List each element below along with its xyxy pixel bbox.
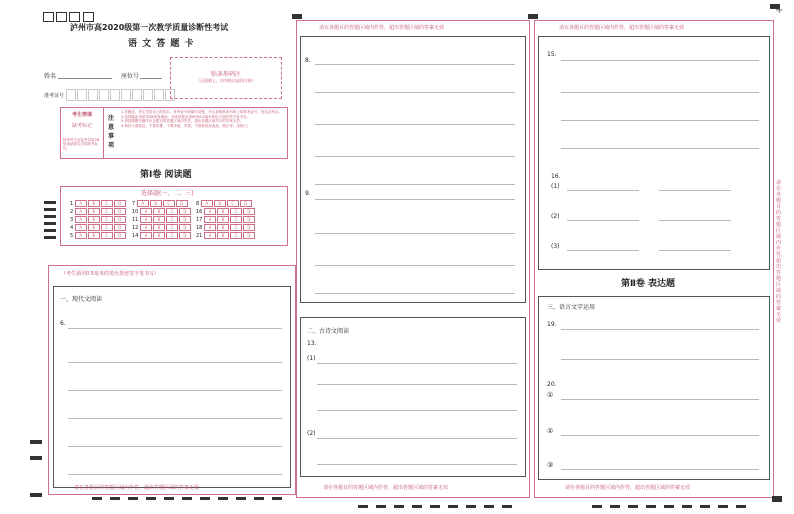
- absent-sub: 缺考标记: [71, 123, 92, 129]
- part-label: 三、语言文字运用: [547, 304, 596, 311]
- mcq-number: 7: [132, 201, 136, 207]
- question-number: 20.: [547, 381, 557, 388]
- answer-hint: （考生须用0.5毫米的黑色墨迹签字笔书写）: [61, 271, 159, 277]
- mcq-option[interactable]: C: [230, 216, 242, 223]
- answer-line[interactable]: [317, 464, 517, 465]
- mcq-number: 21: [196, 233, 203, 239]
- mcq-option[interactable]: B: [88, 216, 100, 223]
- mcq-number: 12: [132, 225, 139, 231]
- mcq-number: 10: [132, 209, 139, 215]
- question-number: 19.: [547, 321, 557, 328]
- answer-line[interactable]: [561, 469, 759, 470]
- timing-mark: [44, 236, 56, 239]
- answer-line[interactable]: [68, 328, 282, 329]
- section1-title: 第Ⅰ卷 阅读题: [140, 170, 192, 180]
- mcq-option[interactable]: A: [201, 200, 213, 207]
- timing-mark: [646, 505, 656, 508]
- absent-note: 缺考考生由监考员用2B铅笔填涂右边的缺考标记。: [63, 138, 100, 150]
- timing-mark: [254, 497, 264, 500]
- mcq-question[interactable]: [132, 200, 189, 207]
- mcq-option[interactable]: D: [243, 216, 255, 223]
- answer-line[interactable]: [315, 265, 515, 266]
- sub-question: (2): [307, 430, 316, 437]
- absent-title: 考生禁填: [71, 112, 92, 118]
- answer-line[interactable]: [561, 92, 759, 93]
- mcq-option[interactable]: A: [75, 200, 87, 207]
- mcq-question[interactable]: [70, 232, 127, 239]
- timing-mark: [592, 505, 602, 508]
- timing-mark: [610, 505, 620, 508]
- inner-answer-box: [53, 286, 291, 488]
- timing-mark: [448, 505, 458, 508]
- mcq-option[interactable]: D: [114, 216, 126, 223]
- notice-line: 2.选择题必须使用2B铅笔填涂；非选择题必须使用0.5毫米黑色字迹的签字笔书写。: [121, 114, 251, 119]
- answer-box-15-16: [538, 36, 770, 270]
- mcq-option[interactable]: D: [243, 224, 255, 231]
- mcq-option[interactable]: C: [101, 208, 113, 215]
- mcq-option[interactable]: B: [217, 216, 229, 223]
- mcq-option[interactable]: B: [214, 200, 226, 207]
- answer-line[interactable]: [561, 60, 759, 61]
- timing-mark: [182, 497, 192, 500]
- ticket-label: 准考证号: [44, 93, 65, 99]
- notice-line: 4.保持卡面清洁，不要折叠、不要弄破、弄皱，不准使用涂改液、修正带、刮纸刀。: [121, 123, 251, 128]
- mcq-number: 16: [196, 209, 203, 215]
- corner-mark: [43, 12, 54, 22]
- mcq-question[interactable]: [132, 232, 192, 239]
- timing-mark: [272, 497, 282, 500]
- mcq-number: 11: [132, 217, 139, 223]
- mcq-option[interactable]: B: [88, 200, 100, 207]
- mcq-option[interactable]: B: [88, 224, 100, 231]
- mcq-option[interactable]: A: [137, 200, 149, 207]
- mcq-option[interactable]: B: [217, 232, 229, 239]
- notice-line: 3.请按照题号顺序在各题目的答题区域内作答，超出答题区域书写的答案无效。: [121, 119, 244, 123]
- timing-mark: [236, 497, 246, 500]
- question-number: 16.: [551, 173, 561, 180]
- seat-field[interactable]: [140, 78, 162, 79]
- question-number: 15.: [547, 51, 557, 58]
- sub-question: ③: [547, 461, 554, 469]
- notice-line: 1.答题前，考生先将自己的姓名、准考证号码填写清楚，并认真核准条形码上的准考证号、姓名及科目。: [121, 110, 282, 114]
- mcq-option[interactable]: C: [101, 232, 113, 239]
- timing-mark: [30, 440, 42, 444]
- mcq-option[interactable]: B: [153, 208, 165, 215]
- timing-mark: [502, 505, 512, 508]
- question-number: 13.: [307, 340, 317, 347]
- warning-header: 请在各题目的答题区域内作答，超出答题区域的答案无效: [319, 25, 445, 31]
- sub-question: ①: [547, 391, 554, 399]
- timing-mark: [30, 456, 42, 460]
- answer-box-8-9: [300, 36, 526, 303]
- mcq-option[interactable]: D: [179, 224, 191, 231]
- notice-side-label: 注意事项: [108, 115, 115, 149]
- notice-box: [60, 107, 288, 159]
- sub-question: (1): [551, 183, 560, 190]
- timing-mark: [772, 496, 782, 502]
- barcode-area: [170, 57, 282, 99]
- mcq-option[interactable]: D: [114, 200, 126, 207]
- mcq-option[interactable]: D: [243, 232, 255, 239]
- mcq-question[interactable]: [196, 208, 256, 215]
- timing-mark: [164, 497, 174, 500]
- answer-line[interactable]: [68, 362, 282, 363]
- mcq-option[interactable]: A: [140, 216, 152, 223]
- corner-mark: [83, 12, 94, 22]
- ticket-grid[interactable]: [66, 86, 176, 105]
- corner-mark: [56, 12, 67, 22]
- timing-mark: [718, 505, 728, 508]
- part-label: 一、现代文阅读: [60, 296, 103, 303]
- mcq-option[interactable]: C: [166, 232, 178, 239]
- mcq-question[interactable]: [70, 200, 127, 207]
- answer-line[interactable]: [567, 250, 639, 251]
- mcq-number: 1: [70, 201, 74, 207]
- timing-mark: [412, 505, 422, 508]
- answer-line[interactable]: [317, 410, 517, 411]
- timing-mark: [92, 497, 102, 500]
- mcq-number: 3: [70, 217, 74, 223]
- mcq-option[interactable]: C: [230, 232, 242, 239]
- mcq-option[interactable]: B: [153, 232, 165, 239]
- answer-line[interactable]: [317, 438, 517, 439]
- timing-mark: [146, 497, 156, 500]
- top-timing-mark: [528, 14, 538, 19]
- sub-question: (3): [551, 243, 560, 250]
- timing-mark: [682, 505, 692, 508]
- answer-line[interactable]: [561, 148, 759, 149]
- mcq-option[interactable]: D: [179, 216, 191, 223]
- mcq-question[interactable]: [132, 216, 192, 223]
- timing-mark: [736, 505, 746, 508]
- mcq-number: 2: [70, 209, 74, 215]
- warning-footer: 请在各题目的答题区域内作答，超出答题区域的答案无效: [74, 485, 200, 491]
- mcq-option[interactable]: C: [101, 200, 113, 207]
- mcq-question[interactable]: [132, 224, 192, 231]
- answer-line[interactable]: [561, 435, 759, 436]
- mcq-option[interactable]: A: [204, 224, 216, 231]
- timing-mark: [430, 505, 440, 508]
- mcq-option[interactable]: D: [114, 232, 126, 239]
- seat-label: 座位号: [121, 73, 140, 80]
- timing-mark: [128, 497, 138, 500]
- mcq-option[interactable]: A: [75, 208, 87, 215]
- mcq-number: 8: [196, 201, 200, 207]
- timing-mark: [484, 505, 494, 508]
- timing-mark: [466, 505, 476, 508]
- mcq-option[interactable]: A: [140, 232, 152, 239]
- answer-line[interactable]: [315, 156, 515, 157]
- answer-box-13: [300, 317, 526, 477]
- answer-line[interactable]: [315, 199, 515, 200]
- answer-line[interactable]: [659, 190, 731, 191]
- answer-line[interactable]: [561, 329, 759, 330]
- timing-mark: [30, 493, 42, 497]
- mcq-option[interactable]: C: [101, 224, 113, 231]
- mcq-number: 5: [70, 233, 74, 239]
- answer-line[interactable]: [561, 399, 759, 400]
- mcq-option[interactable]: A: [140, 208, 152, 215]
- mcq-option[interactable]: B: [153, 224, 165, 231]
- mcq-option[interactable]: D: [243, 208, 255, 215]
- mcq-option[interactable]: C: [163, 200, 175, 207]
- mcq-question[interactable]: [70, 208, 127, 215]
- warning-footer: 请在各题目的答题区域内作答，超出答题区域的答案无效: [565, 485, 691, 491]
- mcq-question[interactable]: [196, 200, 253, 207]
- answer-line[interactable]: [315, 64, 515, 65]
- absent-box: [61, 108, 104, 158]
- timing-mark: [44, 229, 56, 232]
- side-warning: 请在各题目的答题区域内作答，超出答题区域的答案无效: [776, 180, 787, 324]
- mcq-option[interactable]: B: [217, 224, 229, 231]
- answer-line[interactable]: [315, 92, 515, 93]
- mcq-question[interactable]: [196, 224, 256, 231]
- mcq-option[interactable]: D: [114, 208, 126, 215]
- answer-line[interactable]: [315, 184, 515, 185]
- mcq-option[interactable]: C: [166, 224, 178, 231]
- timing-mark: [44, 222, 56, 225]
- timing-mark: [110, 497, 120, 500]
- corner-mark: [69, 12, 80, 22]
- mcq-option[interactable]: D: [114, 224, 126, 231]
- mcq-option[interactable]: B: [150, 200, 162, 207]
- mcq-number: 4: [70, 225, 74, 231]
- mcq-option[interactable]: A: [75, 232, 87, 239]
- answer-line[interactable]: [68, 474, 282, 475]
- crosshair-icon: +: [775, 5, 784, 16]
- mcq-question[interactable]: [70, 224, 127, 231]
- timing-mark: [394, 505, 404, 508]
- answer-column-2: [296, 20, 530, 498]
- mcq-option[interactable]: C: [101, 216, 113, 223]
- answer-line[interactable]: [68, 446, 282, 447]
- mcq-option[interactable]: C: [230, 224, 242, 231]
- answer-column-3: [534, 20, 774, 498]
- timing-mark: [218, 497, 228, 500]
- timing-mark: [200, 497, 210, 500]
- question-number: 9.: [305, 190, 311, 197]
- answer-line[interactable]: [659, 250, 731, 251]
- answer-line[interactable]: [315, 124, 515, 125]
- page-title: 泸州市高2020级第一次教学质量诊断性考试: [70, 23, 229, 32]
- answer-line[interactable]: [567, 220, 639, 221]
- barcode-label: 贴条形码区: [210, 71, 241, 78]
- sub-question: (2): [551, 213, 560, 220]
- warning-footer: 请在各题目的答题区域内作答，超出答题区域的答案无效: [323, 485, 449, 491]
- mcq-option[interactable]: A: [75, 224, 87, 231]
- mcq-title: 选择题(一、二、三): [141, 190, 194, 197]
- answer-line[interactable]: [317, 363, 517, 364]
- mcq-option[interactable]: D: [240, 200, 252, 207]
- mcq-number: 17: [196, 217, 203, 223]
- mcq-option[interactable]: C: [166, 216, 178, 223]
- mcq-option[interactable]: B: [153, 216, 165, 223]
- mcq-option[interactable]: D: [176, 200, 188, 207]
- mcq-question[interactable]: [70, 216, 127, 223]
- answer-line[interactable]: [561, 359, 759, 360]
- mcq-option[interactable]: D: [179, 208, 191, 215]
- question-number: 6.: [60, 320, 66, 327]
- sub-question: ②: [547, 427, 554, 435]
- mcq-question[interactable]: [196, 216, 256, 223]
- section2-title: 第Ⅱ卷 表达题: [621, 279, 676, 289]
- answer-box-modern-reading: [48, 265, 296, 495]
- timing-mark: [44, 215, 56, 218]
- question-number: 8.: [305, 57, 311, 64]
- answer-line[interactable]: [315, 233, 515, 234]
- mcq-question[interactable]: [196, 232, 256, 239]
- sub-question: (1): [307, 355, 316, 362]
- name-field[interactable]: [58, 78, 112, 79]
- mcq-question[interactable]: [132, 208, 192, 215]
- notice-lines: [121, 110, 283, 128]
- barcode-note: （正面朝上，切勿贴出虚线方框）: [196, 78, 256, 83]
- name-label: 姓名: [44, 73, 57, 80]
- answer-box-19-20: [538, 296, 770, 480]
- mcq-option[interactable]: A: [204, 208, 216, 215]
- timing-mark: [700, 505, 710, 508]
- answer-line[interactable]: [68, 390, 282, 391]
- mcq-option[interactable]: A: [204, 216, 216, 223]
- mcq-option[interactable]: A: [75, 216, 87, 223]
- mcq-option[interactable]: A: [204, 232, 216, 239]
- timing-mark: [376, 505, 386, 508]
- timing-mark: [664, 505, 674, 508]
- answer-line[interactable]: [561, 120, 759, 121]
- mcq-option[interactable]: C: [166, 208, 178, 215]
- timing-mark: [44, 201, 56, 204]
- mcq-option[interactable]: C: [230, 208, 242, 215]
- part-label: 二、古诗文阅读: [307, 328, 350, 335]
- timing-mark: [358, 505, 368, 508]
- mcq-number: 18: [196, 225, 203, 231]
- timing-mark: [44, 208, 56, 211]
- top-timing-mark: [292, 14, 302, 19]
- timing-mark: [628, 505, 638, 508]
- mcq-number: 14: [132, 233, 139, 239]
- answer-line[interactable]: [659, 220, 731, 221]
- page-subtitle: 语 文 答 题 卡: [128, 39, 195, 49]
- mcq-option[interactable]: D: [179, 232, 191, 239]
- answer-line[interactable]: [315, 293, 515, 294]
- answer-line[interactable]: [317, 384, 517, 385]
- mcq-option[interactable]: B: [88, 232, 100, 239]
- answer-line[interactable]: [68, 418, 282, 419]
- mcq-option[interactable]: B: [88, 208, 100, 215]
- answer-line[interactable]: [567, 190, 639, 191]
- mcq-option[interactable]: A: [140, 224, 152, 231]
- warning-header: 请在各题目的答题区域内作答，超出答题区域的答案无效: [559, 25, 685, 31]
- mcq-option[interactable]: C: [227, 200, 239, 207]
- mcq-option[interactable]: B: [217, 208, 229, 215]
